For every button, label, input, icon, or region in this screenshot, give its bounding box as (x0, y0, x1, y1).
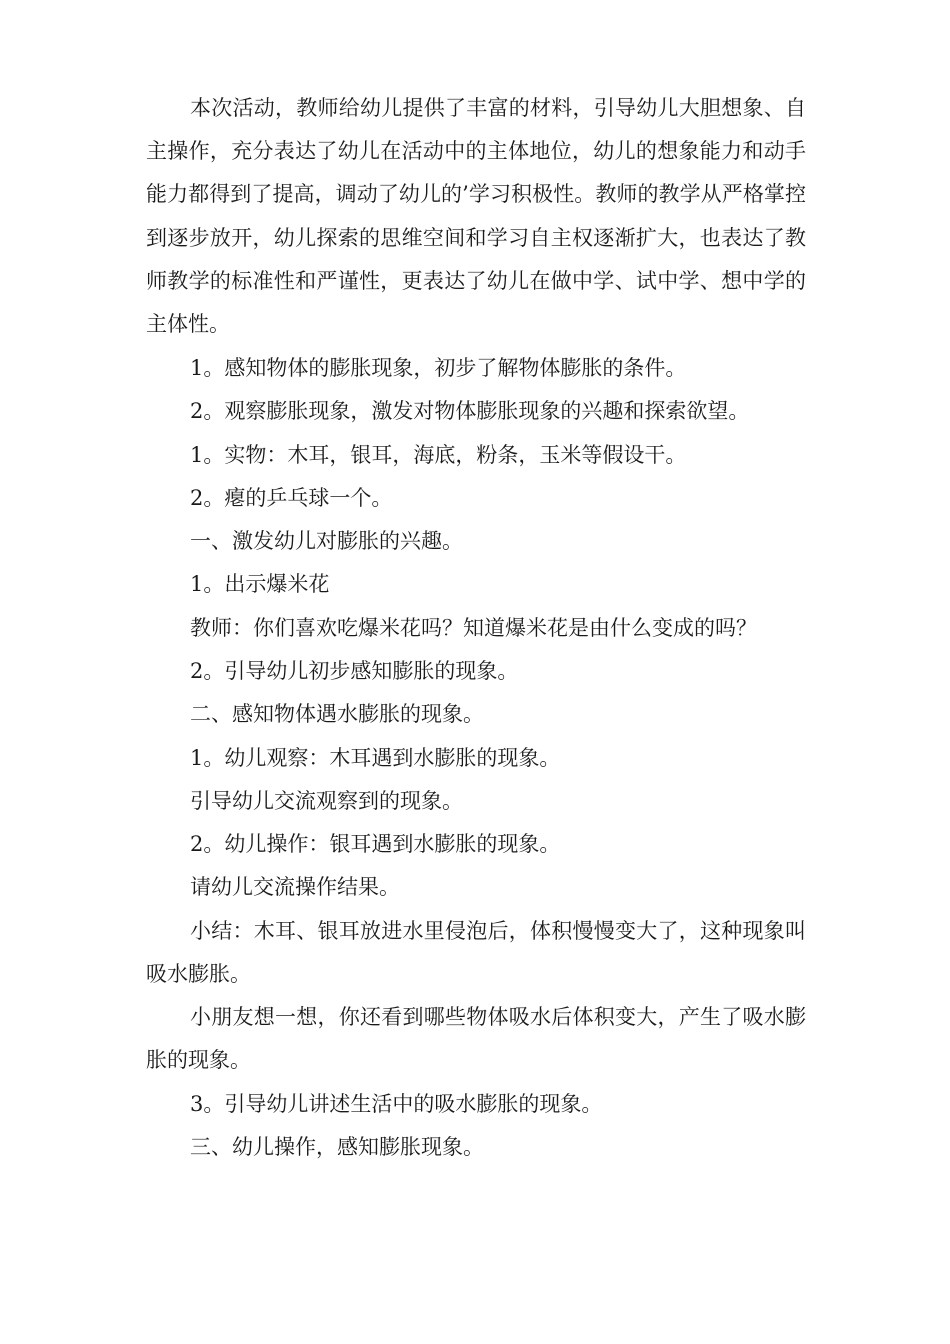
paragraph-goal-2: 2。观察膨胀现象，激发对物体膨胀现象的兴趣和探索欲望。 (190, 399, 750, 423)
paragraph-step-2-3: 3。引导幼儿讲述生活中的吸水膨胀的现象。 (190, 1092, 603, 1116)
paragraph-step-1-2: 2。引导幼儿初步感知膨胀的现象。 (190, 659, 519, 683)
section-heading-3: 三、幼儿操作，感知膨胀现象。 (190, 1135, 484, 1159)
paragraph-step-2-1: 1。幼儿观察：木耳遇到水膨胀的现象。 (190, 746, 561, 770)
section-heading-2: 二、感知物体遇水膨胀的现象。 (190, 702, 484, 726)
paragraph-step-1-1: 1。出示爆米花 (190, 572, 330, 596)
paragraph-material-1: 1。实物：木耳，银耳，海底，粉条，玉米等假设干。 (190, 443, 687, 467)
section-heading-1: 一、激发幼儿对膨胀的兴趣。 (190, 529, 463, 553)
paragraph-summary: 小结：木耳、银耳放进水里侵泡后，体积慢慢变大了，这种现象叫吸水膨胀。 (146, 919, 806, 987)
paragraph-material-2: 2。瘪的乒乓球一个。 (190, 486, 393, 510)
paragraph-exchange-results: 请幼儿交流操作结果。 (190, 875, 400, 899)
paragraph-guide-exchange: 引导幼儿交流观察到的现象。 (190, 789, 463, 813)
paragraph-goal-1: 1。感知物体的膨胀现象，初步了解物体膨胀的条件。 (190, 356, 687, 380)
paragraph-step-2-2: 2。幼儿操作：银耳遇到水膨胀的现象。 (190, 832, 561, 856)
paragraph-think-question: 小朋友想一想，你还看到哪些物体吸水后体积变大，产生了吸水膨胀的现象。 (146, 1005, 806, 1073)
paragraph-teacher-question: 教师：你们喜欢吃爆米花吗？知道爆米花是由什么变成的吗？ (190, 616, 757, 640)
paragraph-activity-reflection: 本次活动，教师给幼儿提供了丰富的材料，引导幼儿大胆想象、自主操作，充分表达了幼儿在活动中的主体地位，幼儿的想象能力和动手能力都得到了提高，调动了幼儿的’学习积极性。教师的教学从严格掌控到逐步放开，幼儿探索的思维空间和学习自主权逐渐扩大，也表达了教师教学的标准性和严谨性，更表达了幼儿在做中学、试中学、想中学的主体性。 (146, 96, 806, 337)
